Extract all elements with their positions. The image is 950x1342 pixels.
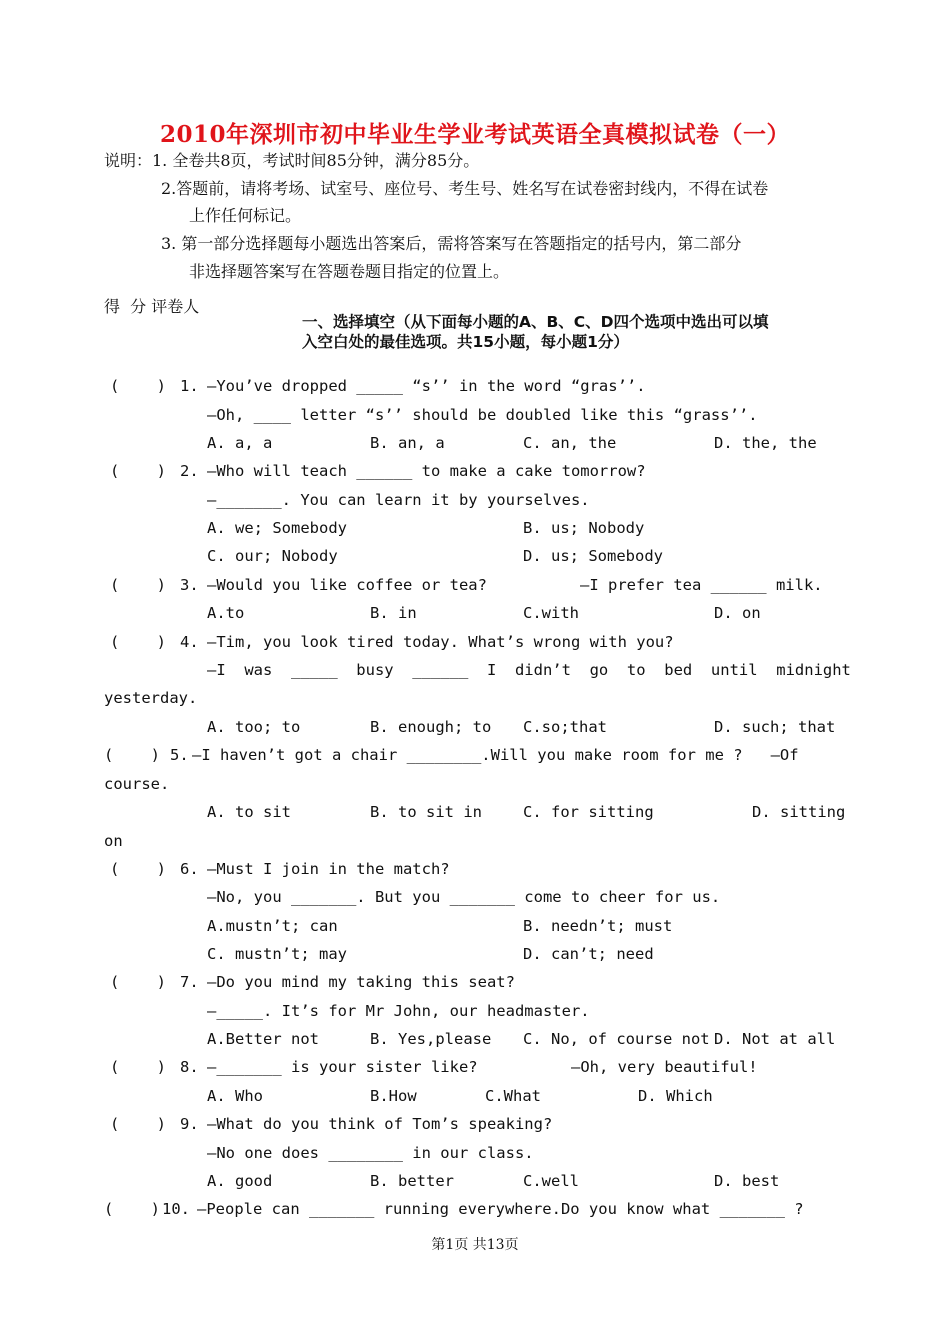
option-d-continued: on	[104, 832, 123, 850]
question-number: 5.	[170, 746, 189, 764]
question-text: —Would you like coffee or tea?	[207, 576, 487, 594]
question-number: 4.	[180, 633, 199, 651]
option-c: C.with	[523, 604, 579, 622]
answer-bracket[interactable]: ( )	[104, 1200, 160, 1218]
question-text: course.	[104, 775, 170, 793]
note-2a: 2.答题前，请将考场、试室号、座位号、考生号、姓名写在试卷密封线内，不得在试卷	[161, 179, 769, 198]
question-text: —What do you think of Tom’s speaking?	[207, 1115, 553, 1133]
option-a: A.to	[207, 604, 245, 622]
question-text: —Oh, very beautiful!	[571, 1058, 758, 1076]
option-a: A. we; Somebody	[207, 519, 347, 537]
question-number: 2.	[180, 462, 199, 480]
question-text: —I haven’t got a chair ________.Will you make room for me ? —Of	[192, 746, 799, 764]
option-b: B. us; Nobody	[523, 519, 645, 537]
note-1: 说明：1. 全卷共8页，考试时间85分钟，满分85分。	[104, 151, 480, 170]
option-a: A. good	[207, 1172, 273, 1190]
option-c: C. for sitting	[523, 803, 654, 821]
option-d: D. best	[714, 1172, 780, 1190]
option-c: C.What	[485, 1087, 541, 1105]
page-footer: 第1页 共13页	[431, 1237, 519, 1253]
answer-bracket[interactable]: ( )	[110, 973, 166, 991]
answer-bracket[interactable]: ( )	[110, 860, 166, 878]
question-number: 10.	[162, 1200, 190, 1218]
option-d: D. Not at all	[714, 1030, 836, 1048]
answer-bracket[interactable]: ( )	[110, 1115, 166, 1133]
answer-bracket[interactable]: ( )	[110, 576, 166, 594]
option-a: A.mustn’t; can	[207, 917, 338, 935]
question-text: —No one does ________ in our class.	[207, 1144, 534, 1162]
question-number: 9.	[180, 1115, 199, 1133]
option-b: B. in	[370, 604, 417, 622]
option-c: C. mustn’t; may	[207, 945, 347, 963]
option-b: B. needn’t; must	[523, 917, 673, 935]
option-c: C. an, the	[523, 434, 617, 452]
option-a: A. too; to	[207, 718, 301, 736]
note-2b: 上作任何标记。	[189, 206, 302, 225]
question-number: 8.	[180, 1058, 199, 1076]
option-d: D. on	[714, 604, 761, 622]
option-a: A. a, a	[207, 434, 273, 452]
option-b: B. Yes,please	[370, 1030, 492, 1048]
option-b: B. enough; to	[370, 718, 492, 736]
question-text: —Oh, ____ letter “s’’ should be doubled like this “grass’’.	[207, 406, 758, 424]
option-d: D. us; Somebody	[523, 547, 663, 565]
option-c: C.well	[523, 1172, 579, 1190]
question-text: —Do you mind my taking this seat?	[207, 973, 515, 991]
answer-bracket[interactable]: ( )	[110, 462, 166, 480]
option-d: D. the, the	[714, 434, 817, 452]
page-title: 2010年深圳市初中毕业生学业考试英语全真模拟试卷（一）	[159, 121, 790, 148]
question-text: —Who will teach ______ to make a cake tomorrow?	[207, 462, 646, 480]
option-a: A. to sit	[207, 803, 291, 821]
question-text: —I was _____ busy ______ I didn’t go to bed until midnight	[207, 661, 851, 679]
question-number: 3.	[180, 576, 199, 594]
answer-bracket[interactable]: ( )	[110, 377, 166, 395]
option-b: B.How	[370, 1087, 417, 1105]
question-text: —Tim, you look tired today. What’s wrong with you?	[207, 633, 674, 651]
option-b: B. to sit in	[370, 803, 482, 821]
option-c: C.so;that	[523, 718, 607, 736]
option-c: C. No, of course not	[523, 1030, 710, 1048]
option-d: D. sitting	[752, 803, 846, 821]
option-d: D. such; that	[714, 718, 836, 736]
question-number: 6.	[180, 860, 199, 878]
question-text: —_______ is your sister like?	[207, 1058, 478, 1076]
section-heading-1: 一、选择填空（从下面每小题的A、B、C、D四个选项中选出可以填	[302, 313, 769, 331]
option-b: B. an, a	[370, 434, 445, 452]
option-a: A.Better not	[207, 1030, 319, 1048]
note-3b: 非选择题答案写在答题卷题目指定的位置上。	[189, 262, 510, 281]
question-number: 7.	[180, 973, 199, 991]
question-text: —_____. It’s for Mr John, our headmaster.	[207, 1002, 590, 1020]
option-b: B. better	[370, 1172, 454, 1190]
question-text: —_______. You can learn it by yourselves.	[207, 491, 590, 509]
answer-bracket[interactable]: ( )	[110, 633, 166, 651]
option-c: C. our; Nobody	[207, 547, 338, 565]
note-3a: 3. 第一部分选择题每小题选出答案后，需将答案写在答题指定的括号内，第二部分	[161, 234, 742, 253]
section-heading-2: 入空白处的最佳选项。共15小题，每小题1分）	[302, 333, 629, 351]
question-text: —You’ve dropped _____ “s’’ in the word “gras’’.	[207, 377, 646, 395]
question-text: —I prefer tea ______ milk.	[580, 576, 823, 594]
option-d: D. can’t; need	[523, 945, 654, 963]
question-text: yesterday.	[104, 689, 198, 707]
question-text: —No, you _______. But you _______ come to cheer for us.	[207, 888, 721, 906]
question-number: 1.	[180, 377, 199, 395]
question-text: —People can _______ running everywhere.Do you know what _______ ?	[197, 1200, 804, 1218]
answer-bracket[interactable]: ( )	[110, 1058, 166, 1076]
option-a: A. Who	[207, 1087, 263, 1105]
score-box-label: 得 分 评卷人	[104, 297, 200, 316]
answer-bracket[interactable]: ( )	[104, 746, 160, 764]
option-d: D. Which	[638, 1087, 713, 1105]
question-text: —Must I join in the match?	[207, 860, 450, 878]
